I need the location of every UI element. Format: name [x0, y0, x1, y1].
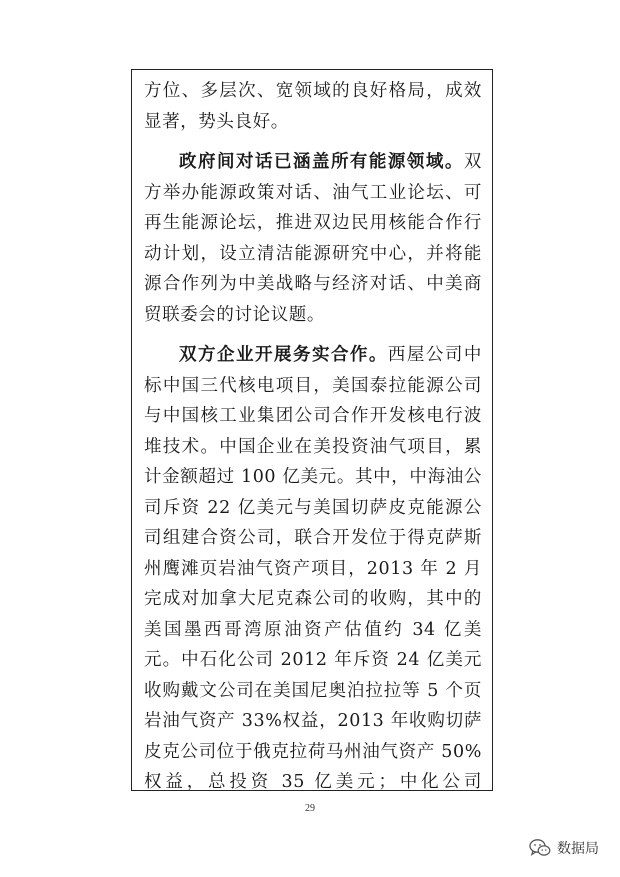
paragraph-3-text: 西屋公司中标中国三代核电项目，美国泰拉能源公司与中国核工业集团公司合作开发核电行波堆技术。中国企业在美投资油气项目，累计金额超过 100 亿美元。其中，中海油公司斥资 22 亿美元与美国切萨皮克能源公司组建合资公司，联合开发位于得克萨斯州鹰滩页岩油气资产项目，2013 年 2 月完成对加拿大尼克森公司的收购，其中的美国墨西哥湾原油资产估值约 34 亿美元。中石化公司 2012 年斥资 24 亿美元收购戴文公司在美国尼奥泊拉拉等 5 个页岩油气资产 33%权益，2013 年收购切萨皮克公司位于俄克拉荷马州油气资产 50%权益，总投资 35 亿美元；中化公司: [144, 345, 482, 791]
paragraph-3: [144, 340, 482, 791]
watermark: [529, 838, 599, 858]
wechat-icon: [529, 838, 551, 858]
watermark-label: 数据局: [557, 841, 599, 857]
paragraph-2-text: 双方举办能源政策对话、油气工业论坛、可再生能源论坛，推进双边民用核能合作行动计划，设立清洁能源研究中心，并将能源合作列为中美战略与经济对话、中美商贸联委会的讨论议题。: [144, 152, 482, 325]
paragraph-1: [144, 76, 482, 137]
paragraph-2-heading: 政府间对话已涵盖所有能源领域。: [179, 152, 464, 172]
paragraph-2: [144, 147, 482, 330]
page-number: 29: [305, 803, 315, 814]
paragraph-1-text: 方位、多层次、宽领域的良好格局，成效显著，势头良好。: [144, 81, 482, 132]
document-page: [131, 69, 493, 791]
paragraph-3-heading: 双方企业开展务实合作。: [179, 345, 388, 365]
